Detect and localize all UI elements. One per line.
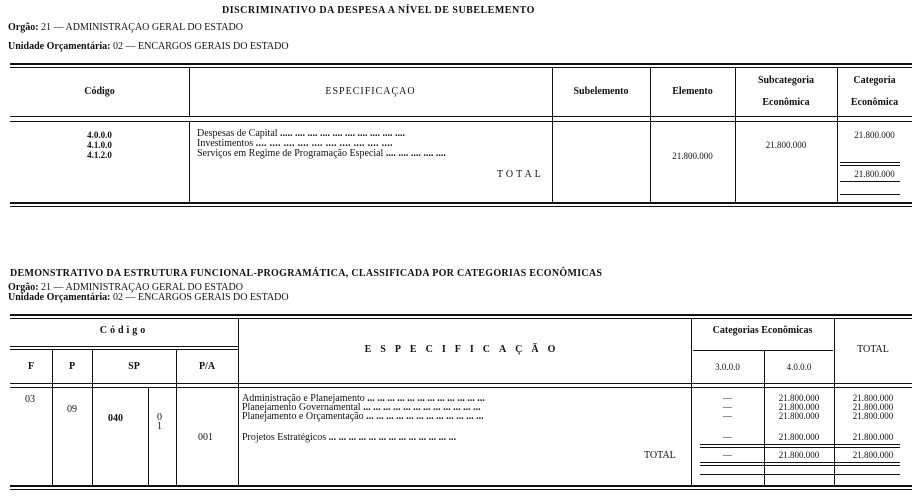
doc1-row-dots: .... .... .... .... .... .... .... .... .... .... — [255, 138, 393, 149]
doc2-especificacao-col — [242, 394, 485, 421]
doc2-header-cat-4000: 4.0.0.0 — [786, 362, 812, 372]
doc2-row-especificacao-text: Planejamento Governamental — [242, 402, 361, 413]
doc2-row-total: 21.800.000 — [852, 402, 894, 412]
doc1-total-underline — [840, 181, 900, 182]
doc1-orgao-value: 21 — ADMINISTRAÇAO GERAL DO ESTADO — [41, 22, 243, 33]
doc2-header-especificacao: ESPECIFICAÇÃO — [364, 344, 565, 355]
doc2-bottom-rule — [10, 485, 912, 487]
doc2-orgao-value: 21 — ADMINISTRAÇAO GERAL DO ESTADO — [41, 282, 243, 293]
doc1-top-rule-2 — [10, 67, 912, 68]
doc2-row-dots: ... ... ... ... ... ... ... ... ... ... ... ... — [363, 402, 481, 413]
doc2-row-dots: ... ... ... ... ... ... ... ... ... ... ... ... — [366, 411, 484, 422]
doc2-orgao-label: Orgão: — [8, 282, 39, 293]
doc2-subtotal-rule-2 — [700, 447, 900, 448]
doc2-row-especificacao — [242, 432, 456, 443]
doc1-elemento-value: 21.800.000 — [672, 151, 713, 161]
doc2-cat3-col — [691, 394, 764, 421]
doc1-header-especificacao: ESPECIFICAÇAO — [325, 86, 416, 97]
doc1-vline — [735, 68, 736, 202]
doc1-orgao-label: Orgão: — [8, 22, 39, 33]
doc1-header-subcategoria-2: Econômica — [762, 97, 810, 108]
doc2-row-total: 21.800.000 — [852, 432, 894, 442]
doc1-bottom-rule-2 — [10, 206, 912, 207]
doc2-vline — [148, 388, 149, 485]
doc2-code-sp: 040 — [108, 413, 123, 424]
doc1-subcategoria-value: 21.800.000 — [765, 140, 807, 150]
doc1-top-rule — [10, 63, 912, 65]
doc1-header-codigo: Código — [84, 86, 115, 97]
doc1-title: DISCRIMINATIVO DA DESPESA A NÍVEL DE SUBELEMENTO — [222, 5, 535, 16]
doc2-header-sp: SP — [128, 361, 140, 372]
doc1-header-categoria-1: Categoria — [853, 75, 896, 86]
doc2-row-cat4: 21.800.000 — [778, 402, 820, 412]
doc1-header-subcategoria-1: Subcategoria — [757, 75, 815, 86]
doc2-top-rule — [10, 314, 912, 316]
doc2-codigo-rule-2 — [10, 349, 238, 350]
doc2-row-cat4: 21.800.000 — [778, 432, 820, 442]
doc1-row-dots: .... .... .... .... .... — [385, 148, 446, 159]
doc1-bottom-rule — [10, 202, 912, 204]
doc2-row-total: 21.800.000 — [852, 393, 894, 403]
doc2-header-total: TOTAL — [857, 344, 889, 355]
doc2-total-total: 21.800.000 — [852, 450, 894, 460]
doc2-header-codigo: Código — [99, 325, 149, 336]
doc2-row-cat4: 21.800.000 — [778, 411, 820, 421]
doc2-row-cat3: — — [723, 411, 732, 421]
doc2-row-especificacao — [242, 412, 485, 421]
doc1-row-especificacao-text: Despesas de Capital — [197, 128, 278, 139]
doc1-row-codigo: 4.1.2.0 — [87, 150, 112, 160]
doc1-total-label: TOTAL — [497, 169, 544, 180]
doc1-header-rule-2 — [10, 121, 912, 122]
doc1-row-especificacao-text: Investimentos — [197, 138, 254, 149]
doc2-code-sp-sub-2: 1 — [157, 421, 162, 432]
doc1-categoria-value: 21.800.000 — [854, 130, 895, 140]
doc2-row-total: 21.800.000 — [852, 411, 894, 421]
doc1-header-subelemento: Subelemento — [573, 86, 629, 97]
doc2-top-rule-2 — [10, 318, 912, 319]
doc2-code-pa: 001 — [198, 432, 213, 443]
doc1-total-underline-2 — [840, 194, 900, 195]
doc2-codigo-rule — [10, 346, 238, 347]
doc2-row-especificacao-text: Planejamento e Orçamentação — [242, 411, 364, 422]
doc2-row-cat4: 21.800.000 — [778, 393, 820, 403]
doc1-header-categoria-2: Econômica — [850, 97, 899, 108]
doc2-header-f: F — [27, 361, 35, 372]
doc1-row-especificacao — [197, 149, 446, 159]
doc2-bottom-rule-2 — [10, 489, 912, 490]
doc2-total-col — [834, 394, 912, 421]
doc2-header-rule-2 — [10, 387, 912, 388]
doc1-total-value: 21.800.000 — [854, 169, 895, 179]
doc1-unidade-value: 02 — ENCARGOS GERAIS DO ESTADO — [113, 41, 289, 52]
doc2-total-cat4: 21.800.000 — [778, 450, 820, 460]
doc1-vline — [189, 122, 190, 202]
doc2-header-rule — [10, 383, 912, 384]
doc1-especificacao-col — [197, 129, 446, 159]
doc2-unidade — [8, 293, 289, 303]
doc1-header-elemento: Elemento — [672, 86, 713, 97]
doc1-row-codigo: 4.1.0.0 — [87, 140, 112, 150]
doc2-categorias-rule — [693, 350, 833, 351]
doc2-row-dots: ... ... ... ... ... ... ... ... ... ... ... ... — [367, 393, 485, 404]
doc2-row-cat3: — — [723, 393, 732, 403]
doc2-total-label: TOTAL — [644, 450, 676, 461]
doc2-total-cat3: — — [723, 450, 732, 460]
doc2-total-underline-2 — [700, 465, 900, 466]
doc2-row-cat3: — — [723, 402, 732, 412]
doc2-code-p: 09 — [67, 404, 77, 415]
doc2-subtotal-rule — [700, 444, 900, 445]
doc1-total-rule — [840, 162, 900, 163]
doc2-cat4-col — [764, 394, 834, 421]
doc2-header-p: P — [68, 361, 76, 372]
doc2-header-pa: P/A — [198, 361, 216, 372]
doc1-total-rule-2 — [840, 165, 900, 166]
doc1-row-codigo: 4.0.0.0 — [87, 130, 112, 140]
doc2-total-underline — [700, 462, 900, 463]
doc2-header-cat-3000: 3.0.0.0 — [715, 362, 740, 372]
doc1-orgao — [8, 22, 243, 33]
doc2-row-especificacao-text: Projetos Estratégicos — [242, 432, 327, 443]
doc2-code-f: 03 — [25, 394, 35, 405]
doc2-row-cat3: — — [723, 432, 732, 442]
doc1-row-especificacao-text: Serviços em Regime de Programação Especial — [197, 148, 384, 159]
doc2-unidade-value: 02 — ENCARGOS GERAIS DO ESTADO — [113, 292, 289, 303]
doc2-code-sp-sub-1: 0 — [157, 412, 162, 423]
doc2-header-categorias: Categorias Econômicas — [712, 325, 813, 336]
doc2-code-sp-sub — [157, 413, 162, 431]
doc2-row-especificacao-text: Administração e Planejamento — [242, 393, 365, 404]
doc2-title: DEMONSTRATIVO DA ESTRUTURA FUNCIONAL-PROGRAMÁTICA, CLASSIFICADA POR CATEGORIAS ECONÔMICAS — [10, 268, 603, 279]
doc2-row-dots: ... ... ... ... ... ... ... ... ... ... ... ... ... — [328, 432, 457, 443]
doc1-header-rule — [10, 116, 912, 117]
doc1-codigo-col — [10, 130, 189, 160]
doc1-unidade-label: Unidade Orçamentária: — [8, 41, 111, 52]
doc1-row-dots: ..... .... .... .... .... .... .... .... .... .... — [280, 128, 406, 139]
doc2-unidade-label: Unidade Orçamentária: — [8, 292, 111, 303]
doc1-unidade — [8, 41, 289, 52]
doc2-total-underline-3 — [700, 474, 900, 475]
